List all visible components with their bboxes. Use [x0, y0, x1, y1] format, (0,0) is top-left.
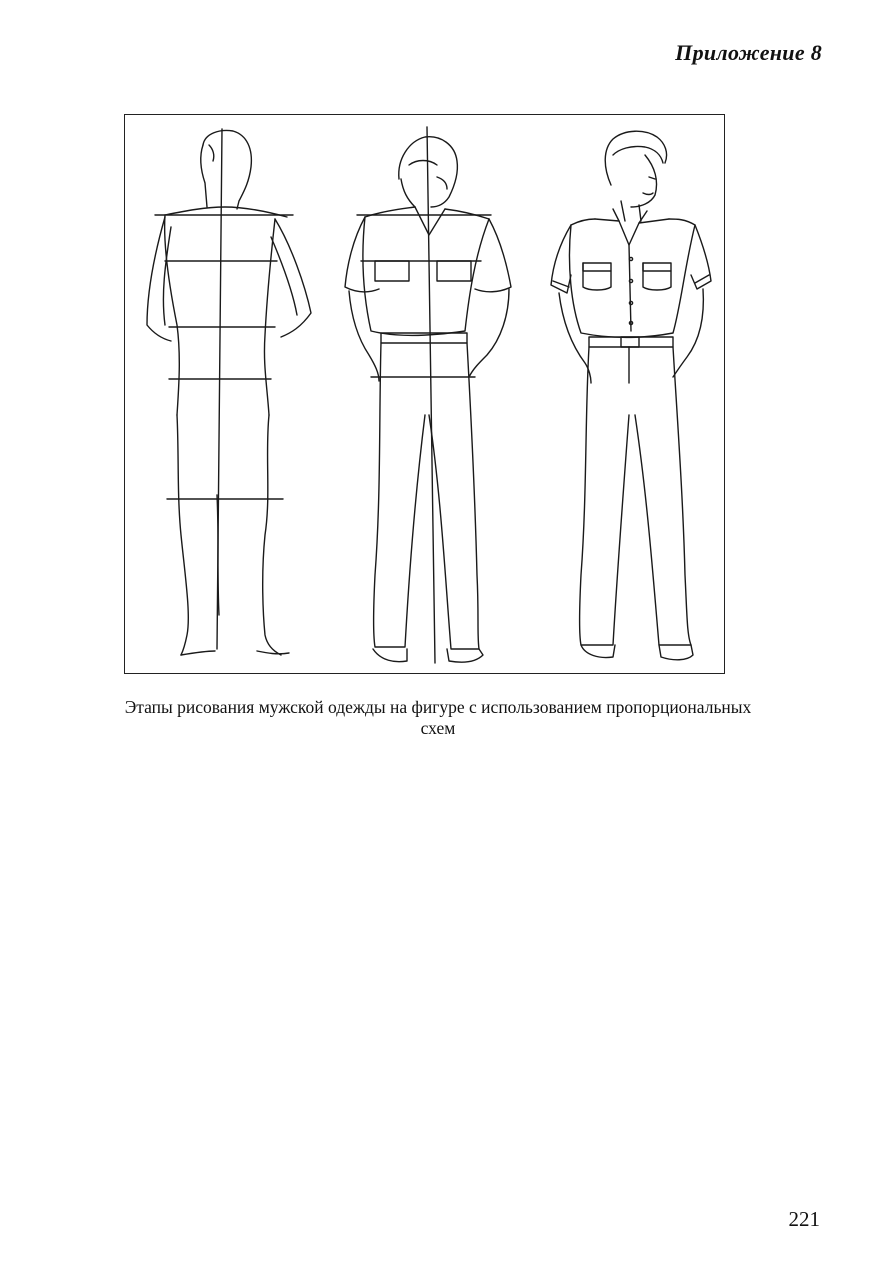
- appendix-label: Приложение 8: [675, 40, 822, 65]
- stage-1-proportional-figure: [147, 129, 311, 655]
- page-number: 221: [788, 1207, 820, 1231]
- figure-illustration: [124, 114, 725, 674]
- stage-3-finished-drawing: [551, 131, 711, 660]
- stage-2-clothing-outline: [345, 127, 511, 663]
- figure-caption: [40, 697, 836, 739]
- caption-line-1: Этапы рисования мужской одежды на фигуре с использованием пропорциональных: [124, 697, 752, 717]
- caption-line-2: схем: [420, 718, 456, 738]
